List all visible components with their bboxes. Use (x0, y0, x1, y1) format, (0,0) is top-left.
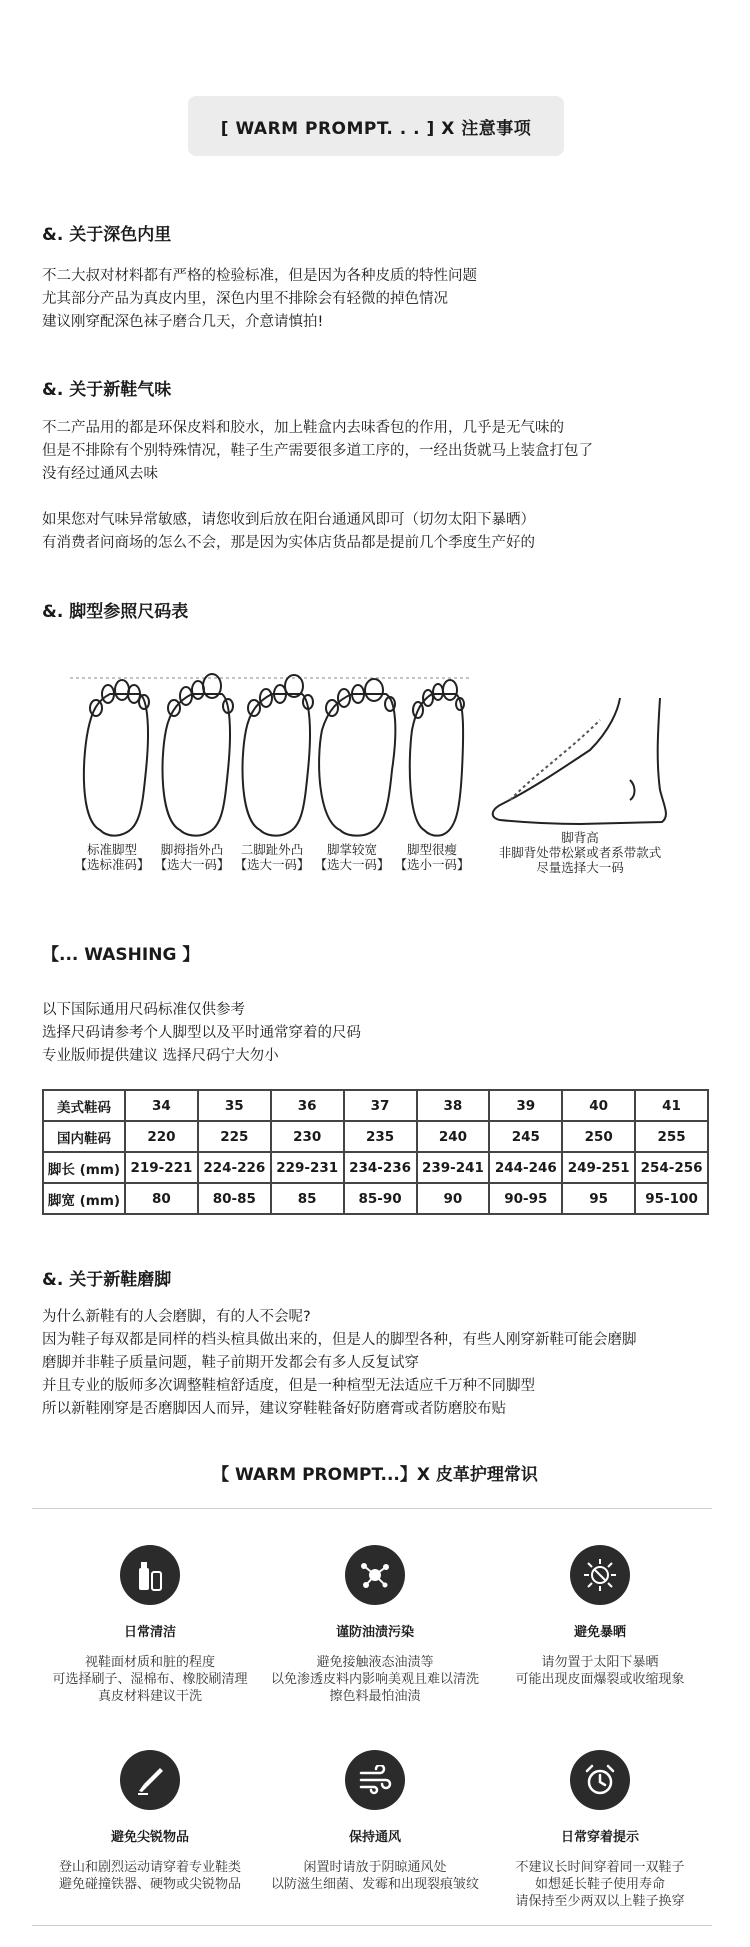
care-item-wear (480, 1750, 720, 1910)
knife-icon (120, 1750, 180, 1810)
care-item-title: 避免暴晒 (573, 1625, 626, 1640)
table-cell: 225 (198, 1121, 271, 1152)
foot-advice: 非脚背处带松紧或者系带款式 (498, 845, 662, 860)
foot-name: 脚背高 (561, 830, 599, 845)
care-item-oil (255, 1545, 495, 1705)
row-label: 脚宽 (mm) (43, 1183, 125, 1214)
table-cell: 90 (417, 1183, 490, 1214)
text-spacer (42, 486, 593, 509)
foot-label-standard (72, 842, 152, 872)
table-cell: 239-241 (417, 1152, 490, 1183)
desc-line: 闲置时请放于阴晾通风处 (303, 1860, 447, 1875)
care-item-sharp (30, 1750, 270, 1893)
section-title-foot-chart: &. 脚型参照尺码表 (42, 602, 189, 622)
foot-name: 脚掌较宽 (326, 842, 377, 857)
foot-advice: 【选大一码】 (314, 857, 390, 872)
foot-advice: 【选标准码】 (74, 857, 150, 872)
foot-standard-drawing (84, 680, 149, 836)
desc-line: 真皮材料建议干洗 (97, 1689, 202, 1704)
table-cell: 244-246 (489, 1152, 562, 1183)
table-cell: 249-251 (562, 1152, 635, 1183)
table-cell: 255 (635, 1121, 708, 1152)
splash-icon (345, 1545, 405, 1605)
sun-icon (570, 1545, 630, 1605)
care-item-desc (480, 1654, 720, 1688)
table-cell: 224-226 (198, 1152, 271, 1183)
text-line: 专业版师提供建议 选择尺码宁大勿小 (42, 1048, 279, 1064)
foot-name: 脚拇指外凸 (160, 842, 224, 857)
care-item-desc (30, 1654, 270, 1705)
desc-line: 视鞋面材质和脏的程度 (84, 1655, 215, 1670)
new-smell-text (42, 417, 593, 555)
row-label: 脚长 (mm) (43, 1152, 125, 1183)
table-cell: 219-221 (125, 1152, 198, 1183)
desc-line: 以免渗透皮料内影响美观且难以清洗 (270, 1672, 479, 1687)
table-cell: 36 (271, 1090, 344, 1121)
table-cell: 229-231 (271, 1152, 344, 1183)
table-row (43, 1152, 708, 1183)
table-row (43, 1090, 708, 1121)
text-line: 有消费者问商场的怎么不会，那是因为实体店货品都是提前几个季度生产好的 (42, 535, 535, 551)
alarm-clock-icon (570, 1750, 630, 1810)
desc-line: 避免接触液态油渍等 (316, 1655, 434, 1670)
care-item-desc (255, 1654, 495, 1705)
foot-advice: 尽量选择大一码 (536, 860, 624, 875)
text-line: 不二产品用的都是环保皮料和胶水，加上鞋盒内去味香包的作用，几乎是无气味的 (42, 420, 564, 436)
cleaning-bottle-icon (120, 1545, 180, 1605)
table-cell: 245 (489, 1121, 562, 1152)
foot-label-bunion (152, 842, 232, 872)
foot-shape-diagram (70, 650, 690, 880)
table-cell: 80 (125, 1183, 198, 1214)
foot-wide-drawing (319, 679, 395, 836)
table-cell: 240 (417, 1121, 490, 1152)
text-line: 所以新鞋刚穿是否磨脚因人而异，建议穿鞋鞋备好防磨膏或者防磨胶布贴 (42, 1401, 506, 1417)
text-line: 磨脚并非鞋子质量问题，鞋子前期开发都会有多人反复试穿 (42, 1355, 419, 1371)
text-line: 选择尺码请参考个人脚型以及平时通常穿着的尺码 (42, 1025, 361, 1041)
dark-lining-text (42, 265, 477, 334)
row-label: 国内鞋码 (43, 1121, 125, 1152)
desc-line: 不建议长时间穿着同一双鞋子 (515, 1860, 685, 1875)
care-item-sun (480, 1545, 720, 1688)
text-line: 但是不排除有个别特殊情况，鞋子生产需要很多道工序的，一经出货就马上装盒打包了 (42, 443, 593, 459)
care-item-title: 日常清洁 (123, 1625, 176, 1640)
row-label: 美式鞋码 (43, 1090, 125, 1121)
text-line: 因为鞋子每双都是同样的档头楦具做出来的，但是人的脚型各种，有些人刚穿新鞋可能会磨脚 (42, 1332, 637, 1348)
care-item-desc (255, 1859, 495, 1893)
desc-line: 可能出现皮面爆裂或收缩现象 (515, 1672, 685, 1687)
table-cell: 85 (271, 1183, 344, 1214)
foot-advice: 【选小一码】 (394, 857, 470, 872)
desc-line: 擦色料最怕油渍 (329, 1689, 421, 1704)
table-cell: 37 (344, 1090, 417, 1121)
size-table (42, 1089, 709, 1215)
banner-text: [ WARM PROMPT. . . ] X 注意事项 (220, 118, 532, 139)
care-item-title: 避免尖锐物品 (110, 1830, 189, 1845)
text-line: 为什么新鞋有的人会磨脚，有的人不会呢? (42, 1309, 311, 1325)
desc-line: 请勿置于太阳下暴晒 (541, 1655, 659, 1670)
foot-side-view-drawing (493, 698, 666, 824)
text-line: 建议刚穿配深色袜子磨合几天，介意请慎拍! (42, 314, 324, 330)
feet-drawing (70, 650, 690, 850)
foot-name: 标准脚型 (86, 842, 137, 857)
table-cell: 35 (198, 1090, 271, 1121)
text-line: 尤其部分产品为真皮内里，深色内里不排除会有轻微的掉色情况 (42, 291, 448, 307)
table-cell: 220 (125, 1121, 198, 1152)
care-item-title: 日常穿着提示 (560, 1830, 639, 1845)
table-row (43, 1121, 708, 1152)
foot-bunion-drawing (163, 674, 233, 836)
table-cell: 250 (562, 1121, 635, 1152)
washing-text (42, 999, 361, 1068)
foot-label-wide (312, 842, 392, 872)
section-title-dark-lining: &. 关于深色内里 (42, 225, 172, 245)
table-cell: 90-95 (489, 1183, 562, 1214)
desc-line: 登山和剧烈运动请穿着专业鞋类 (58, 1860, 241, 1875)
foot-label-slim (392, 842, 472, 872)
care-title: 【 WARM PROMPT...】X 皮革护理常识 (212, 1465, 538, 1485)
desc-line: 以防滋生细菌、发霉和出现裂痕皱纹 (270, 1877, 479, 1892)
foot-label-side (480, 830, 680, 875)
wind-icon (345, 1750, 405, 1810)
table-cell: 40 (562, 1090, 635, 1121)
section-title-washing: 【... WASHING 】 (42, 945, 200, 965)
foot-second-toe-drawing (243, 675, 313, 836)
foot-name: 二脚趾外凸 (240, 842, 304, 857)
care-item-ventilate (255, 1750, 495, 1893)
table-cell: 80-85 (198, 1183, 271, 1214)
table-row (43, 1183, 708, 1214)
text-line: 如果您对气味异常敏感，请您收到后放在阳台通通风即可（切勿太阳下暴晒） (42, 512, 535, 528)
table-cell: 235 (344, 1121, 417, 1152)
table-cell: 39 (489, 1090, 562, 1121)
text-line: 不二大叔对材料都有严格的检验标准，但是因为各种皮质的特性问题 (42, 268, 477, 284)
table-cell: 254-256 (635, 1152, 708, 1183)
care-item-title: 谨防油渍污染 (335, 1625, 414, 1640)
foot-advice: 【选大一码】 (154, 857, 230, 872)
rubbing-text (42, 1306, 637, 1421)
desc-line: 避免碰撞铁器、硬物或尖锐物品 (58, 1877, 241, 1892)
table-cell: 85-90 (344, 1183, 417, 1214)
text-line: 以下国际通用尺码标准仅供参考 (42, 1002, 245, 1018)
care-item-cleaning (30, 1545, 270, 1705)
warm-prompt-banner (188, 96, 564, 156)
divider (32, 1925, 712, 1926)
table-cell: 95 (562, 1183, 635, 1214)
desc-line: 可选择刷子、湿棉布、橡胶刷清理 (52, 1672, 248, 1687)
section-title-new-smell: &. 关于新鞋气味 (42, 380, 172, 400)
table-cell: 234-236 (344, 1152, 417, 1183)
table-cell: 38 (417, 1090, 490, 1121)
care-item-desc (30, 1859, 270, 1893)
text-line: 并且专业的版师多次调整鞋楦舒适度，但是一种楦型无法适应千万种不同脚型 (42, 1378, 535, 1394)
care-item-title: 保持通风 (348, 1830, 401, 1845)
divider (32, 1508, 712, 1509)
table-cell: 230 (271, 1121, 344, 1152)
section-title-rubbing: &. 关于新鞋磨脚 (42, 1270, 172, 1290)
foot-slim-drawing (410, 680, 464, 836)
care-item-desc (480, 1859, 720, 1910)
table-cell: 95-100 (635, 1183, 708, 1214)
table-cell: 41 (635, 1090, 708, 1121)
foot-advice: 【选大一码】 (234, 857, 310, 872)
desc-line: 如想延长鞋子使用寿命 (534, 1877, 665, 1892)
foot-name: 脚型很瘦 (406, 842, 457, 857)
foot-label-second-toe (232, 842, 312, 872)
table-cell: 34 (125, 1090, 198, 1121)
desc-line: 请保持至少两双以上鞋子换穿 (515, 1894, 685, 1909)
text-line: 没有经过通风去味 (42, 466, 158, 482)
